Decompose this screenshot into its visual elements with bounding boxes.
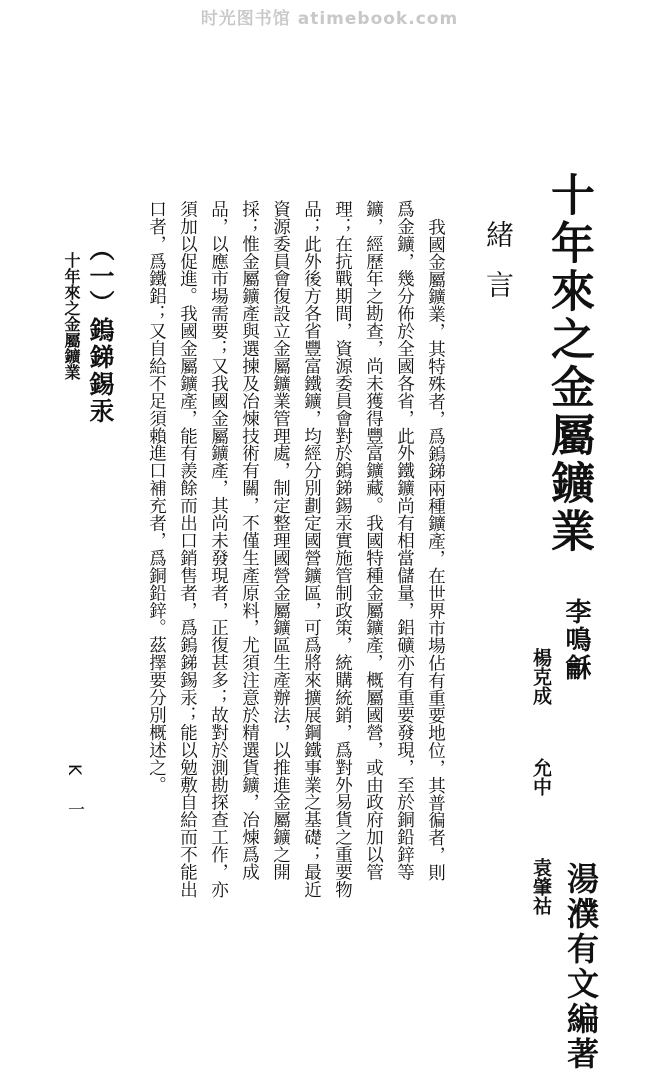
authors-block — [526, 598, 600, 1072]
body-line: 品，以應市場需要；又我國金屬鑛產，其尚未發現者，正復甚多；故對於測勘探查工作，亦 — [208, 200, 229, 899]
body-line: 須加以促進。我國金屬鑛產，能有羨餘而出口銷售者，爲鎢銻錫汞；能以勉敷自給而不能出 — [177, 200, 198, 899]
page-number: K 一 — [64, 764, 84, 828]
running-title: 十年來之金屬鑛業 — [62, 252, 81, 380]
section-heading-tungsten: （一）鎢銻錫汞 — [86, 236, 115, 425]
body-line: 鑛，經歷年之勘查，尚未獲得豐富鑛藏。我國特種金屬鑛產，概屬國營，或由政府加以管 — [363, 200, 384, 881]
body-line: 理；在抗戰期間，資源委員會對於鎢銻錫汞實施管制政策，統購統銷，爲對外易貨之重要物 — [332, 200, 353, 899]
author-line-3: 允中 — [530, 758, 552, 796]
author-line-5: 湯濮有文編著 — [562, 862, 600, 1072]
section-heading-introduction: 緒言 — [482, 220, 515, 320]
author-line-1: 李鳴龢 — [561, 598, 591, 682]
body-line: 採；惟金屬鑛產與選揀及冶煉技術有關，不僅生產原料，尤須注意於精選貨鑛，冶煉爲成 — [239, 200, 260, 881]
body-line: 我國金屬鑛業，其特殊者，爲鎢銻兩種鑛產，在世界市場佔有重要地位，其普徧者，則 — [425, 218, 446, 882]
author-line-4: 袁肇祜 — [530, 858, 552, 915]
body-line: 爲金鑛，幾分佈於全國各省，此外鐵鑛尚有相當儲量，鋁礦亦有重要發現，至於銅鉛鋅等 — [394, 200, 415, 881]
body-line: 資源委員會復設立金屬鑛業管理處，制定整理國營金屬鑛區生產辦法，以推進金屬鑛之開 — [270, 200, 291, 881]
author-line-2: 楊克成 — [530, 648, 552, 705]
watermark: 时光图书馆 atimebook.com — [200, 9, 459, 29]
body-line: 口者，爲鐵鋁；又自給不足須賴進口補充者，爲銅鉛鋅。茲擇要分別概述之。 — [146, 200, 167, 794]
page-title: 十年來之金屬鑛業 — [543, 172, 594, 556]
body-line: 品；此外後方各省豐富鐵鑛，均經分別劃定國營鑛區，可爲將來擴展鋼鐵事業之基礎；最近 — [301, 200, 322, 899]
